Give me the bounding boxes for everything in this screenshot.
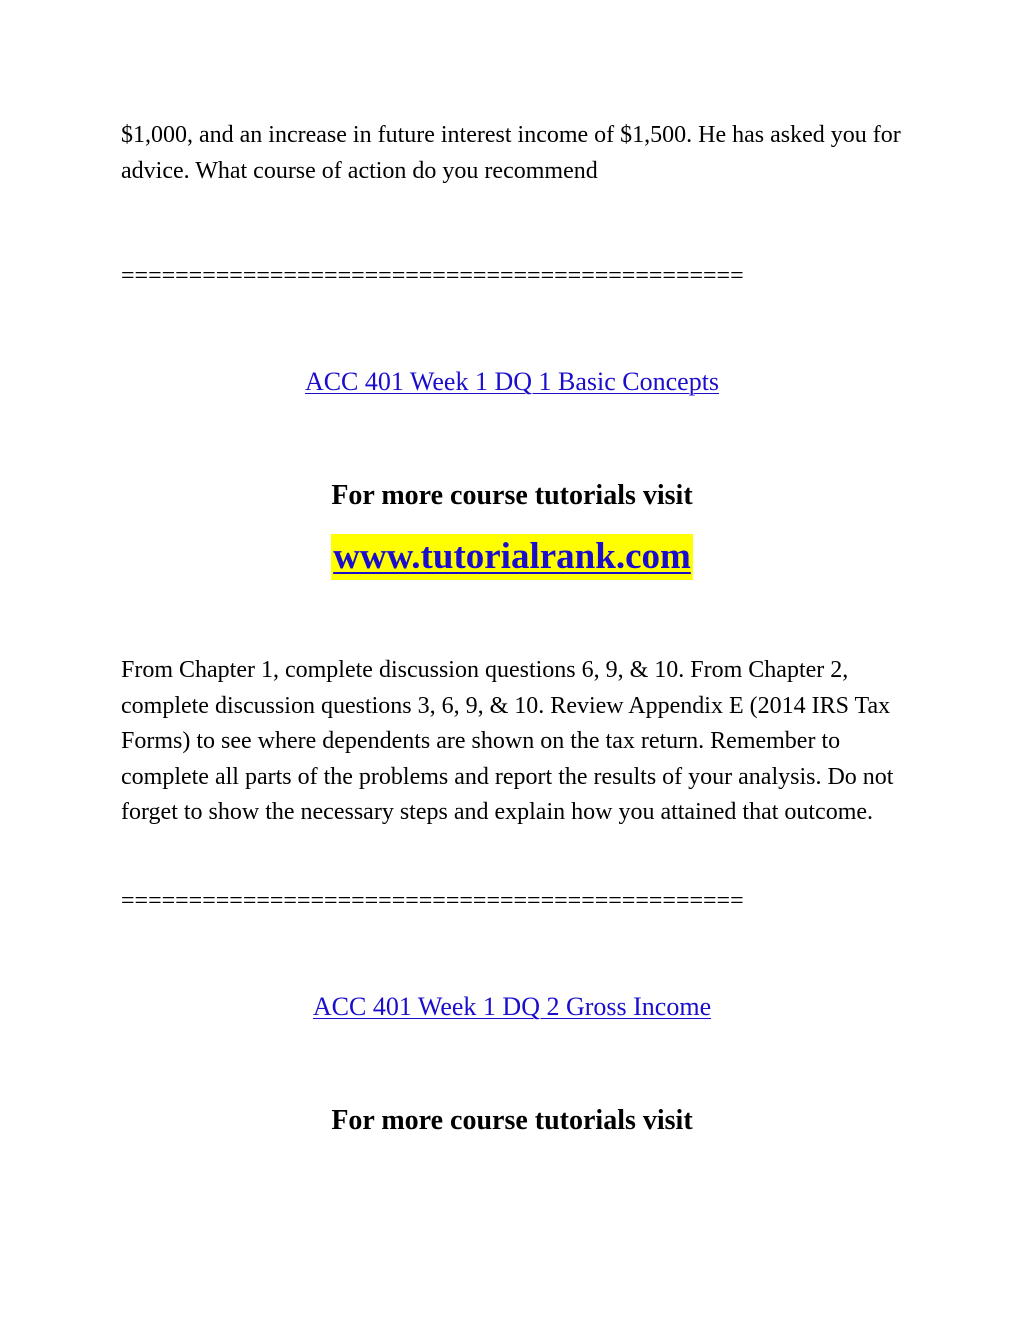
section-divider: ============================================== [121,263,744,289]
intro-paragraph: $1,000, and an increase in future interest income of $1,500. He has asked you for advice. What course of action do you recommend [121,122,901,184]
section-2-link-line [0,989,1024,1029]
acc401-week1-dq2-link[interactable]: ACC 401 Week 1 DQ 2 Gross Income [312,992,712,1021]
tutorialrank-website-link[interactable]: www.tutorialrank.com [331,534,693,580]
acc401-week1-dq1-link[interactable]: ACC 401 Week 1 DQ 1 Basic Concepts [304,367,720,396]
tutorial-heading: For more course tutorials visit [331,480,693,511]
tutorial-heading: For more course tutorials visit [331,1105,693,1136]
section-1-link-line [0,364,1024,404]
discussion-instructions: From Chapter 1, complete discussion questions 6, 9, & 10. From Chapter 2, complete discussion questions 3, 6, 9, & 10. Review Appendix E (2014 IRS Tax Forms) to see where dependents are shown on the tax return. Remember to complete all parts of the problems and report the results of your analysis. Do not forget to show the necessary steps and explain how you attained that outcome. [121,657,894,825]
section-divider: ============================================== [121,888,744,914]
website-line [0,534,1024,587]
